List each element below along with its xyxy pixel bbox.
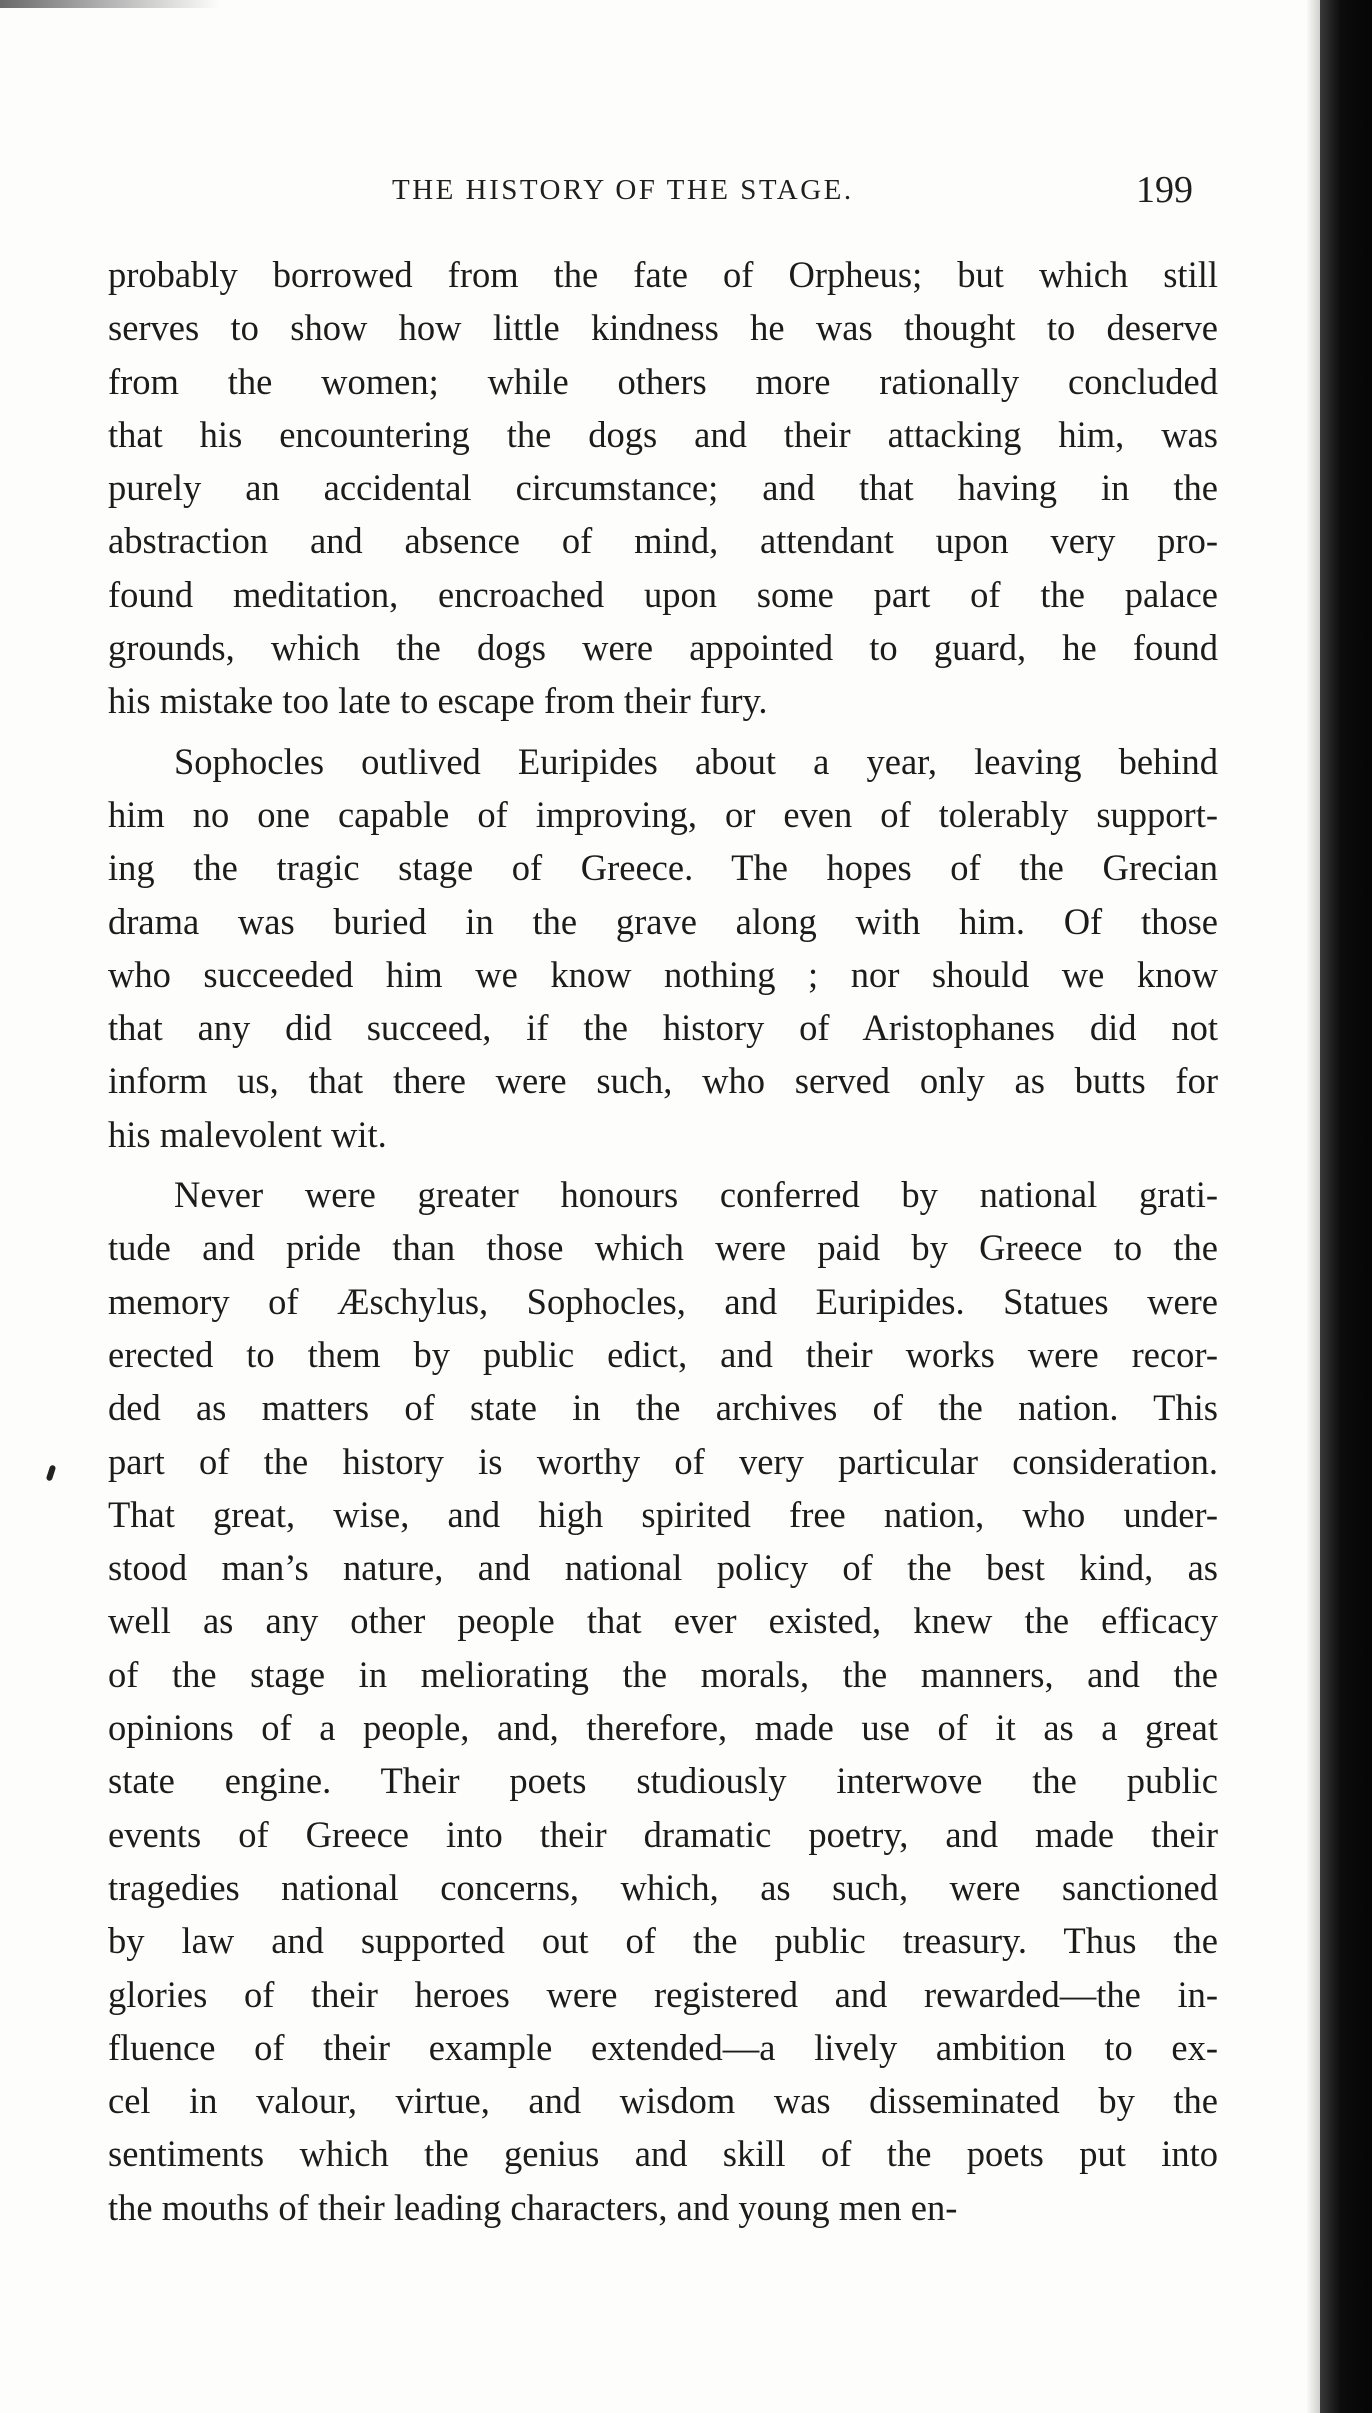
- text-line: grounds, which the dogs were appointed to guard, he found: [108, 627, 1218, 669]
- text-line: his malevolent wit.: [108, 1113, 387, 1155]
- paragraph: [108, 735, 1218, 1161]
- text-line: serves to show how little kindness he was thought to deserve: [108, 307, 1218, 349]
- paragraph: [108, 248, 1218, 728]
- text-line: inform us, that there were such, who served only as butts for: [108, 1060, 1218, 1102]
- text-line: ing the tragic stage of Greece. The hopes of the Grecian: [108, 847, 1218, 889]
- text-line: part of the history is worthy of very particular consideration.: [108, 1440, 1218, 1482]
- text-line: tragedies national concerns, which, as such, were sanctioned: [108, 1866, 1218, 1908]
- text-line: glories of their heroes were registered and rewarded—the in-: [108, 1973, 1218, 2015]
- text-line: ded as matters of state in the archives of the nation. This: [108, 1387, 1218, 1429]
- text-line: sentiments which the genius and skill of the poets put into: [108, 2133, 1218, 2175]
- page-number: 199: [1136, 169, 1193, 211]
- text-line: abstraction and absence of mind, attendant upon very pro-: [108, 520, 1218, 562]
- text-line: cel in valour, virtue, and wisdom was disseminated by the: [108, 2080, 1218, 2122]
- binding-shadow: [1306, 0, 1320, 2413]
- text-line: stood man’s nature, and national policy of the best kind, as: [108, 1547, 1218, 1589]
- text-line: by law and supported out of the public treasury. Thus the: [108, 1920, 1218, 1962]
- text-line: Never were greater honours conferred by national grati-: [174, 1174, 1218, 1216]
- text-line: that his encountering the dogs and their attacking him, was: [108, 413, 1218, 455]
- text-line: that any did succeed, if the history of Aristophanes did not: [108, 1007, 1218, 1049]
- text-line: tude and pride than those which were paid by Greece to the: [108, 1227, 1218, 1269]
- text-line: found meditation, encroached upon some part of the palace: [108, 573, 1218, 615]
- text-line: state engine. Their poets studiously interwove the public: [108, 1760, 1218, 1802]
- text-line: Sophocles outlived Euripides about a year, leaving behind: [174, 740, 1218, 782]
- text-line: probably borrowed from the fate of Orpheus; but which still: [108, 254, 1218, 295]
- binding-edge: [1320, 0, 1372, 2413]
- text-line: him no one capable of improving, or even of tolerably support-: [108, 793, 1218, 835]
- text-line: well as any other people that ever existed, knew the efficacy: [108, 1600, 1218, 1642]
- text-line: memory of Æschylus, Sophocles, and Euripides. Statues were: [108, 1280, 1218, 1322]
- body-text: [108, 248, 1218, 2241]
- paragraph: [108, 1168, 1218, 2234]
- text-line: That great, wise, and high spirited free nation, who under-: [108, 1493, 1218, 1535]
- text-line: of the stage in meliorating the morals, the manners, and the: [108, 1653, 1218, 1695]
- text-line: opinions of a people, and, therefore, made use of it as a great: [108, 1707, 1218, 1749]
- running-head: THE HISTORY OF THE STAGE.: [392, 174, 854, 206]
- text-line: drama was buried in the grave along with him. Of those: [108, 900, 1218, 942]
- text-line: who succeeded him we know nothing ; nor should we know: [108, 953, 1218, 995]
- text-line: from the women; while others more rationally concluded: [108, 360, 1218, 402]
- text-line: his mistake too late to escape from their fury.: [108, 680, 768, 722]
- scan-edge-mark: [0, 0, 220, 8]
- text-line: the mouths of their leading characters, and young men en-: [108, 2186, 958, 2228]
- text-line: fluence of their example extended—a lively ambition to ex-: [108, 2026, 1218, 2068]
- text-line: erected to them by public edict, and their works were recor-: [108, 1333, 1218, 1375]
- text-line: purely an accidental circumstance; and that having in the: [108, 467, 1218, 509]
- margin-ink-mark: [46, 1464, 57, 1481]
- text-line: events of Greece into their dramatic poetry, and made their: [108, 1813, 1218, 1855]
- page-header: [112, 168, 1212, 218]
